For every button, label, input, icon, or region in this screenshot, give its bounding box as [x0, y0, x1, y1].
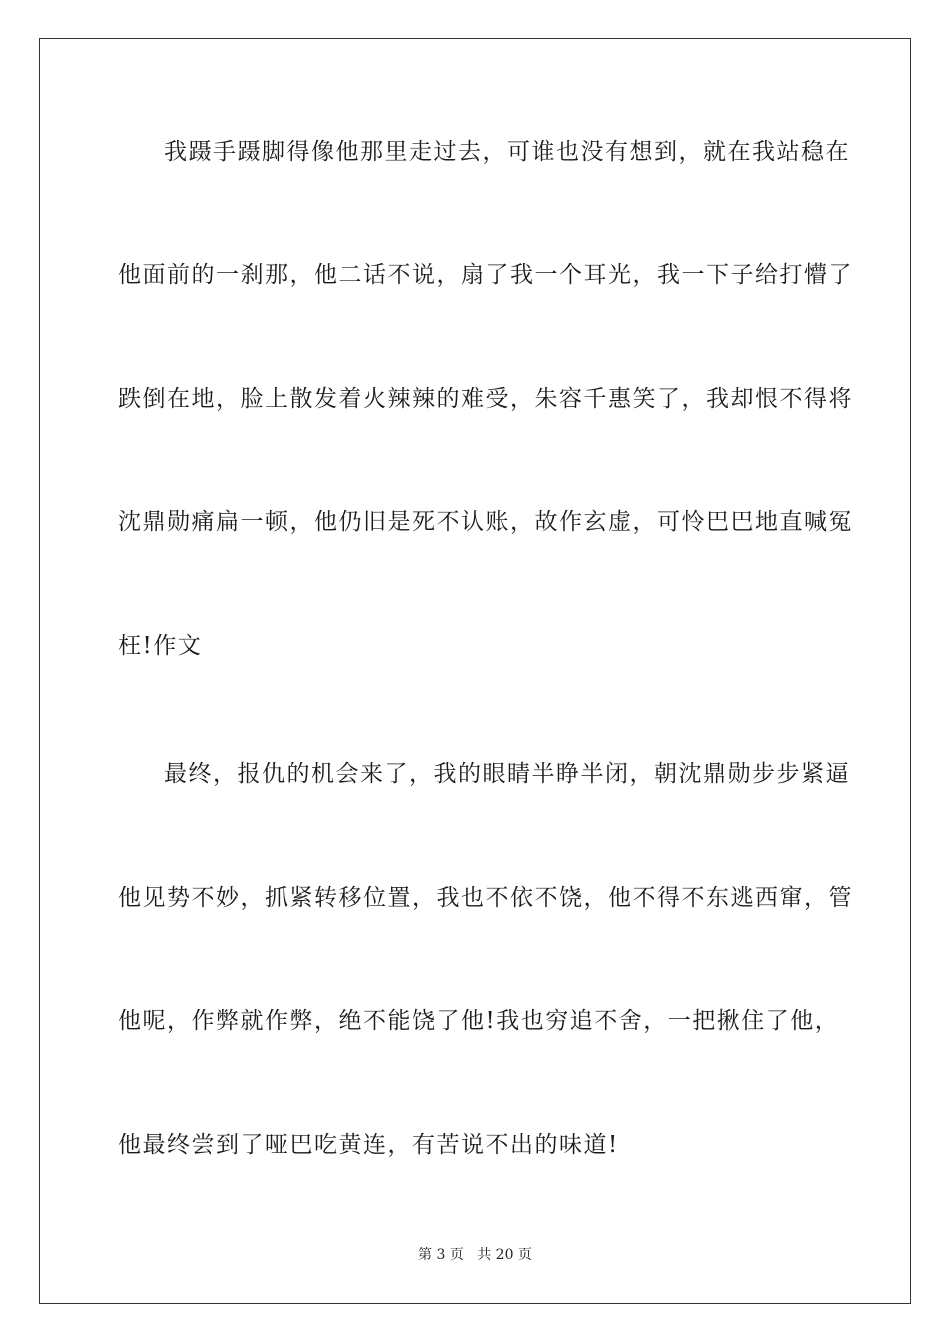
paragraph-1-line-2: 他面前的一刹那，他二话不说，扇了我一个耳光，我一下子给打懵了 — [118, 262, 853, 288]
page-total: 共 20 页 — [477, 1247, 532, 1263]
paragraph-2-line-4: 他最终尝到了哑巴吃黄连，有苦说不出的味道! — [118, 1132, 619, 1158]
paragraph-1-line-4: 沈鼎勋痛扁一顿，他仍旧是死不认账，故作玄虚，可怜巴巴地直喊冤 — [118, 509, 853, 535]
paragraph-1-line-3: 跌倒在地，脸上散发着火辣辣的难受，朱容千惠笑了，我却恨不得将 — [118, 386, 853, 412]
paragraph-2-line-3: 他呢，作弊就作弊，绝不能饶了他!我也穷追不舍，一把揪住了他， — [118, 1008, 840, 1034]
paragraph-2-line-2: 他见势不妙，抓紧转移位置，我也不依不饶，他不得不东逃西窜，管 — [118, 885, 853, 911]
page-frame — [39, 38, 911, 1304]
page-footer — [0, 1246, 950, 1264]
page-number: 第 3 页 — [418, 1247, 464, 1263]
paragraph-1-line-1: 我蹑手蹑脚得像他那里走过去，可谁也没有想到，就在我站稳在 — [164, 139, 850, 165]
paragraph-2-line-1: 最终，报仇的机会来了，我的眼睛半睁半闭，朝沈鼎勋步步紧逼 — [164, 761, 850, 787]
paragraph-1-line-5: 枉!作文 — [118, 633, 203, 659]
